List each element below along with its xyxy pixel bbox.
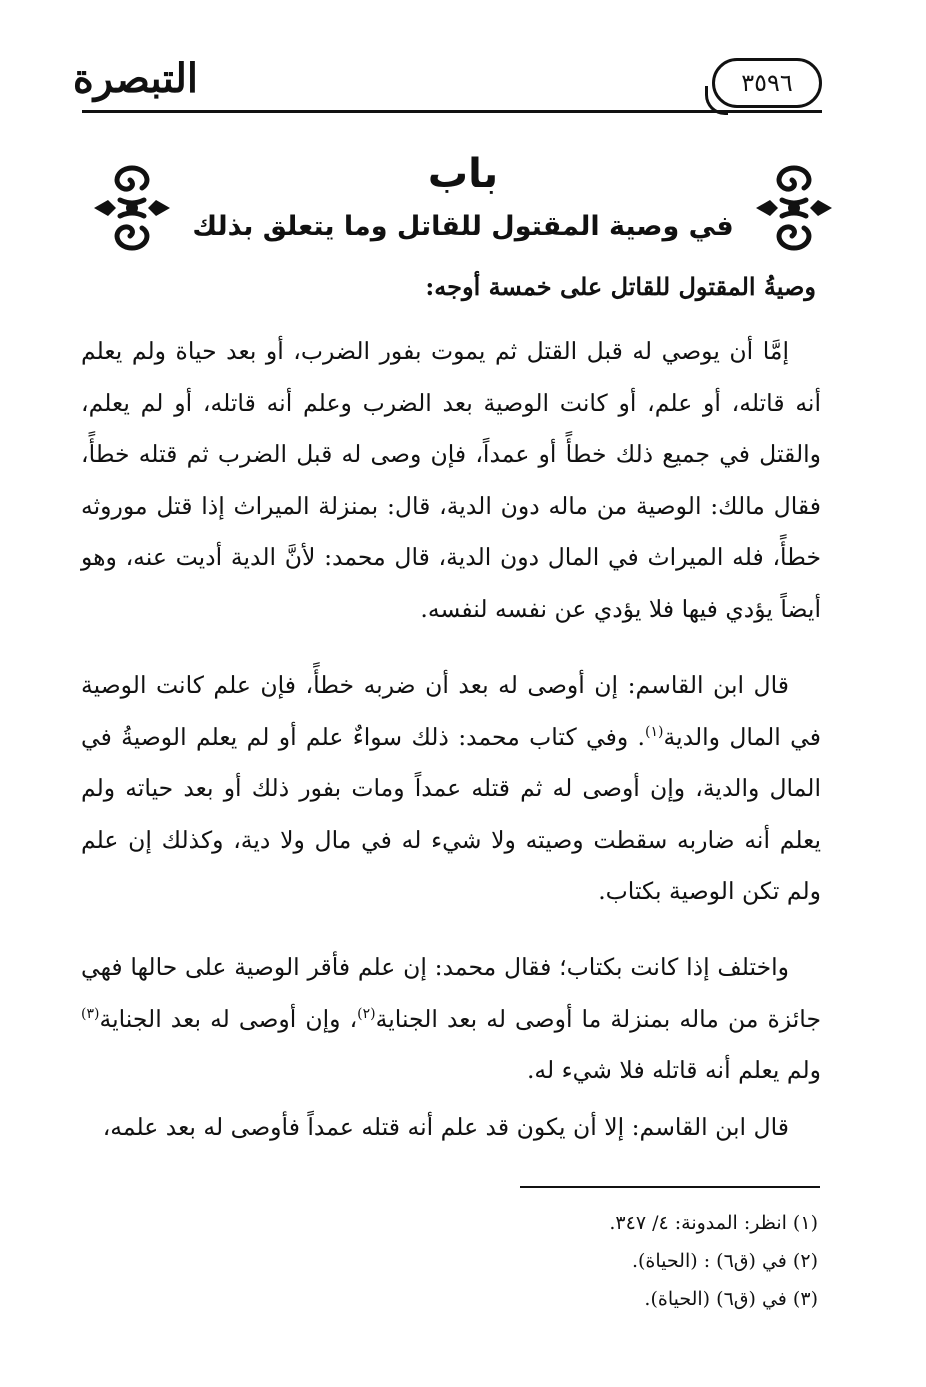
paragraph-2-text-b: . وفي كتاب محمد: ذلك سواءٌ علم أو لم يعلم الوصيةُ في المال والدية، وإن أوصى له ثم قتله عمداً ومات بفور ذلك أو بعد حياته ولم يعلم أنه ضاربه سقطت وصيته ولا شيء له في مال ولا دية، وكذلك إن علم ولم تكن الوصية بكتاب. xyxy=(81,722,821,905)
intro-line: وصيةُ المقتول للقاتل على خمسة أوجه: xyxy=(425,272,816,301)
footnote-ref-2[interactable]: (٢) xyxy=(357,1005,376,1022)
chapter-title: باب xyxy=(427,151,499,197)
footnote-3: (٣) في (ق٦) (الحياة). xyxy=(644,1288,818,1310)
paragraph-3-text-a: واختلف إذا كانت بكتاب؛ فقال محمد: إن علم فأقر الوصية على حالها فهي جائزة من ماله بمنزلة ما أوصى له بعد الجناية xyxy=(81,953,821,1033)
paragraph-3 xyxy=(81,942,821,1097)
paragraph-4 xyxy=(81,1102,821,1154)
chapter-subtitle: في وصية المقتول للقاتل وما يتعلق بذلك xyxy=(192,211,734,242)
page-number: ٣٥٩٦ xyxy=(712,58,822,108)
ornament-right-icon xyxy=(752,160,836,256)
ornament-left-icon xyxy=(90,160,174,256)
footnote-ref-3[interactable]: (٣) xyxy=(81,1005,100,1022)
paragraph-1 xyxy=(81,326,821,635)
paragraph-4-text: قال ابن القاسم: إلا أن يكون قد علم أنه قتله عمداً فأوصى له بعد علمه، xyxy=(102,1113,789,1141)
paragraph-3-text-b: ، وإن أوصى له بعد الجناية xyxy=(99,1004,358,1033)
footnote-divider xyxy=(520,1186,820,1188)
header-divider xyxy=(82,110,822,113)
footnote-1: (١) انظر: المدونة: ٤/ ٣٤٧. xyxy=(609,1212,818,1234)
footnote-2: (٢) في (ق٦) : (الحياة). xyxy=(631,1250,818,1272)
paragraph-1-text: إمَّا أن يوصي له قبل القتل ثم يموت بفور الضرب، أو بعد حياة ولم يعلم أنه قاتله، أو علم، أو كانت الوصية بعد الضرب وعلم أنه قاتله، أو لم يعلم، والقتل في جميع ذلك خطأً أو عمداً، فإن وصى له قبل الضرب ثم قتله خطأً، فقال مالك: الوصية من ماله دون الدية، قال: بمنزلة الميراث إذا قتل موروثه خطأً، فله الميراث في المال دون الدية، قال محمد: لأنَّ الدية أديت عنه، وهو أيضاً يؤدي فيها فلا يؤدي عن نفسه لنفسه. xyxy=(81,337,821,623)
book-title-header: التبصرة xyxy=(72,55,198,102)
paragraph-2 xyxy=(81,660,821,918)
paragraph-3-text-c: ولم يعلم أنه قاتله فلا شيء له. xyxy=(526,1056,821,1084)
footnote-ref-1[interactable]: (١) xyxy=(645,723,664,740)
paragraph-2-text-a: قال ابن القاسم: إن أوصى له بعد أن ضربه خطأً، فإن علم كانت الوصية في المال والدية xyxy=(81,671,821,751)
